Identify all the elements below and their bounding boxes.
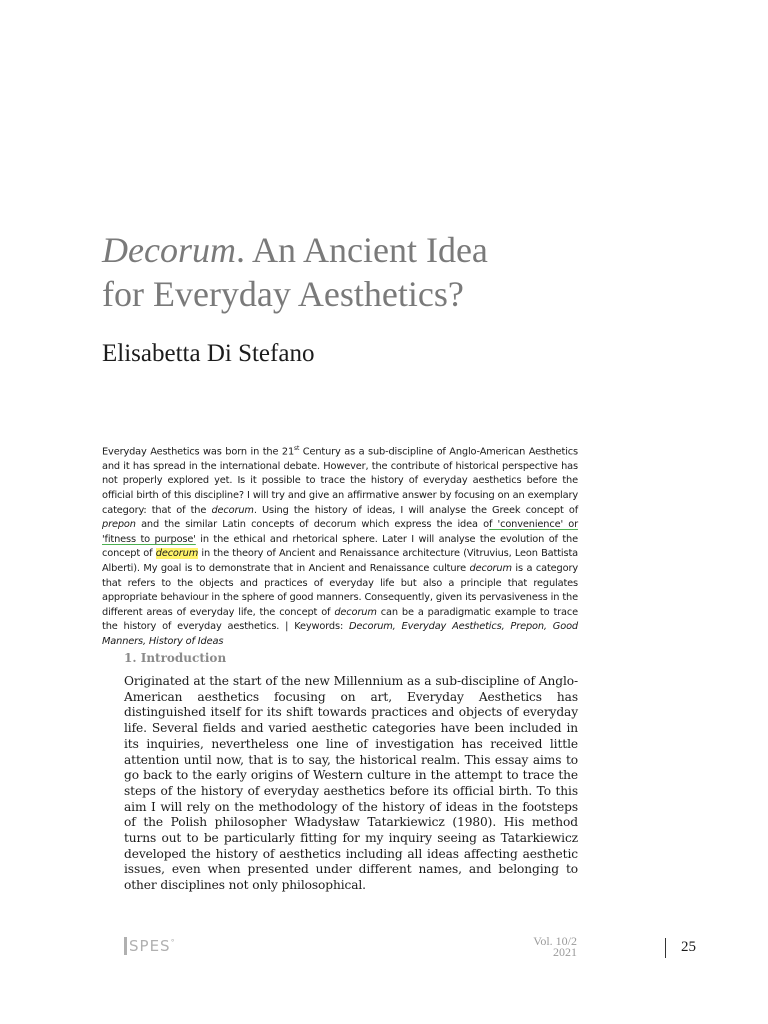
section-heading: 1. Introduction — [124, 651, 227, 665]
journal-logo — [124, 937, 176, 955]
underlined-annotation: f 'convenience' or 'fitness to purpose' — [102, 519, 578, 545]
keywords: Decorum, Everyday Aesthetics, Prepon, Good Manners, History of Ideas — [102, 621, 578, 647]
article-title — [102, 228, 662, 316]
volume-number: Vol. 10/2 — [533, 934, 577, 948]
abstract-italic-term: decorum — [469, 563, 512, 575]
page-number: 25 — [681, 939, 696, 955]
abstract-sup: st — [294, 445, 300, 452]
volume-info — [533, 936, 577, 958]
volume-year: 2021 — [553, 945, 577, 959]
abstract-text: is a category that refers to the objects and practices of everyday life but also a principle that regulates appropriate behaviour in the sphere of good manners. Consequently, given its pervasiveness in the different areas of everyday life, the concept of — [102, 563, 578, 618]
footer-divider — [665, 938, 666, 958]
abstract — [102, 442, 578, 650]
abstract-text: in the theory of Ancient and Renaissance architecture (Vitruvius, Leon Battista Alberti). My goal is to demonstrate that in Ancient and Renaissance culture — [102, 548, 578, 575]
title-rest: . An Ancient Idea — [235, 230, 488, 270]
abstract-text: . Using the history of ideas, I will analyse the Greek concept of — [253, 504, 578, 516]
logo-text: SPES — [129, 937, 171, 955]
abstract-text: and the similar Latin concepts of decorum which express the idea o — [135, 519, 489, 531]
abstract-text: in the ethical and rhetorical sphere. Later I will analyse the evolution of the concept of — [102, 533, 578, 560]
abstract-text: can be a paradigmatic example to trace the history of everyday aesthetics. | Keywords: — [102, 606, 578, 633]
abstract-text: Century as a sub-discipline of Anglo-American Aesthetics and it has spread in the international debate. However, the contribute of historical perspective has not properly explored yet. Is it possible to trace the history of everyday aesthetics before the official birth of this discipline? I will try and give an affirmative answer by focusing on an exemplary category: that of the — [102, 446, 578, 516]
logo-mark: ° — [170, 938, 176, 947]
abstract-italic-term: decorum — [211, 504, 254, 516]
abstract-italic-term: prepon — [102, 519, 136, 531]
abstract-text: Everyday Aesthetics was born in the 21 — [102, 446, 295, 458]
highlight-annotation: decorum — [155, 548, 199, 560]
introduction-paragraph: Originated at the start of the new Millennium as a sub-discipline of Anglo-American aesthetics focusing on art, Everyday Aesthetics has distinguished itself for its shift towards practices and objects of everyday life. Several fields and varied aesthetic categories have been included in its inquiries, nevertheless one line of investigation has received little attention until now, that is to say, the historical realm. This essay aims to go back to the early origins of Western culture in the attempt to trace the steps of the history of everyday aesthetics before its official birth. To this aim I will rely on the methodology of the history of ideas in the footsteps of the Polish philosopher Władysław Tatarkiewicz (1980). His method turns out to be particularly fitting for my inquiry seeing as Tatarkiewicz developed the history of aesthetics including all ideas affecting aesthetic issues, even when presented under different names, and belonging to other disciplines not only philosophical. — [124, 674, 578, 893]
author-name: Elisabetta Di Stefano — [102, 340, 315, 367]
title-italic: Decorum — [102, 230, 236, 270]
abstract-italic-term: decorum — [334, 606, 377, 618]
title-line2: for Everyday Aesthetics? — [102, 274, 464, 314]
